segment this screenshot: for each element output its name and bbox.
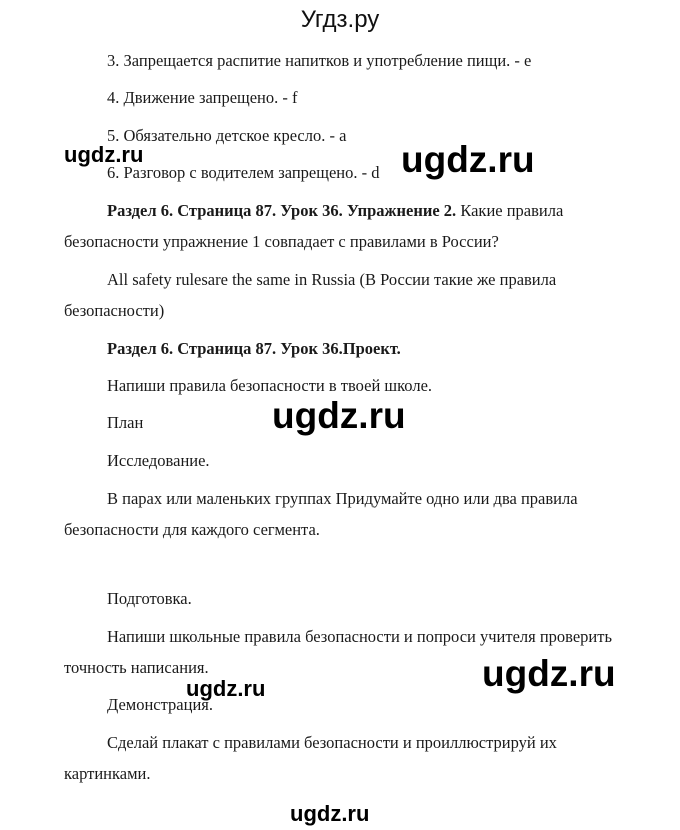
- watermark: ugdz.ru: [64, 142, 144, 167]
- answer-item-6: 6. Разговор с водителем запрещено. - d: [107, 163, 380, 182]
- project-prep-line2: точность написания.: [64, 658, 209, 677]
- project-heading: Раздел 6. Страница 87. Урок 36.Проект.: [107, 339, 401, 358]
- site-title: Угдз.ру: [300, 6, 380, 33]
- project-prep-line1: Напиши школьные правила безопасности и попроси учителя проверить: [107, 627, 612, 646]
- project-demonstration: Демонстрация.: [107, 695, 213, 714]
- watermark: ugdz.ru: [272, 395, 406, 436]
- project-preparation: Подготовка.: [107, 589, 192, 608]
- watermark: ugdz.ru: [186, 676, 266, 701]
- project-demo-line1: Сделай плакат с правилами безопасности и проиллюстрируй их: [107, 733, 557, 752]
- project-research: Исследование.: [107, 451, 210, 470]
- watermark: ugdz.ru: [290, 801, 370, 826]
- project-plan: План: [107, 413, 144, 432]
- exercise2-answer-line2: безопасности): [64, 301, 165, 320]
- answer-item-5: 5. Обязательно детское кресло. - a: [107, 126, 347, 145]
- exercise2-answer-line1: All safety rulesare the same in Russia (В России такие же правила: [107, 270, 557, 289]
- answer-item-4: 4. Движение запрещено. - f: [107, 88, 298, 107]
- project-research-line2: безопасности для каждого сегмента.: [64, 520, 320, 539]
- project-task: Напиши правила безопасности в твоей школе.: [107, 376, 433, 395]
- project-demo-line2: картинками.: [64, 764, 151, 783]
- project-research-line1: В парах или маленьких группах Придумайте одно или два правила: [107, 489, 578, 508]
- exercise2-question-end: безопасности упражнение 1 совпадает с правилами в России?: [64, 232, 499, 251]
- exercise2-question-start: Какие правила: [456, 201, 564, 220]
- watermark: ugdz.ru: [482, 653, 616, 694]
- exercise2-heading: Раздел 6. Страница 87. Урок 36. Упражнение 2.: [107, 201, 457, 220]
- watermark: ugdz.ru: [401, 139, 535, 180]
- exercise2-line1: [107, 203, 563, 220]
- answer-item-3: 3. Запрещается распитие напитков и употребление пищи. - e: [107, 51, 532, 70]
